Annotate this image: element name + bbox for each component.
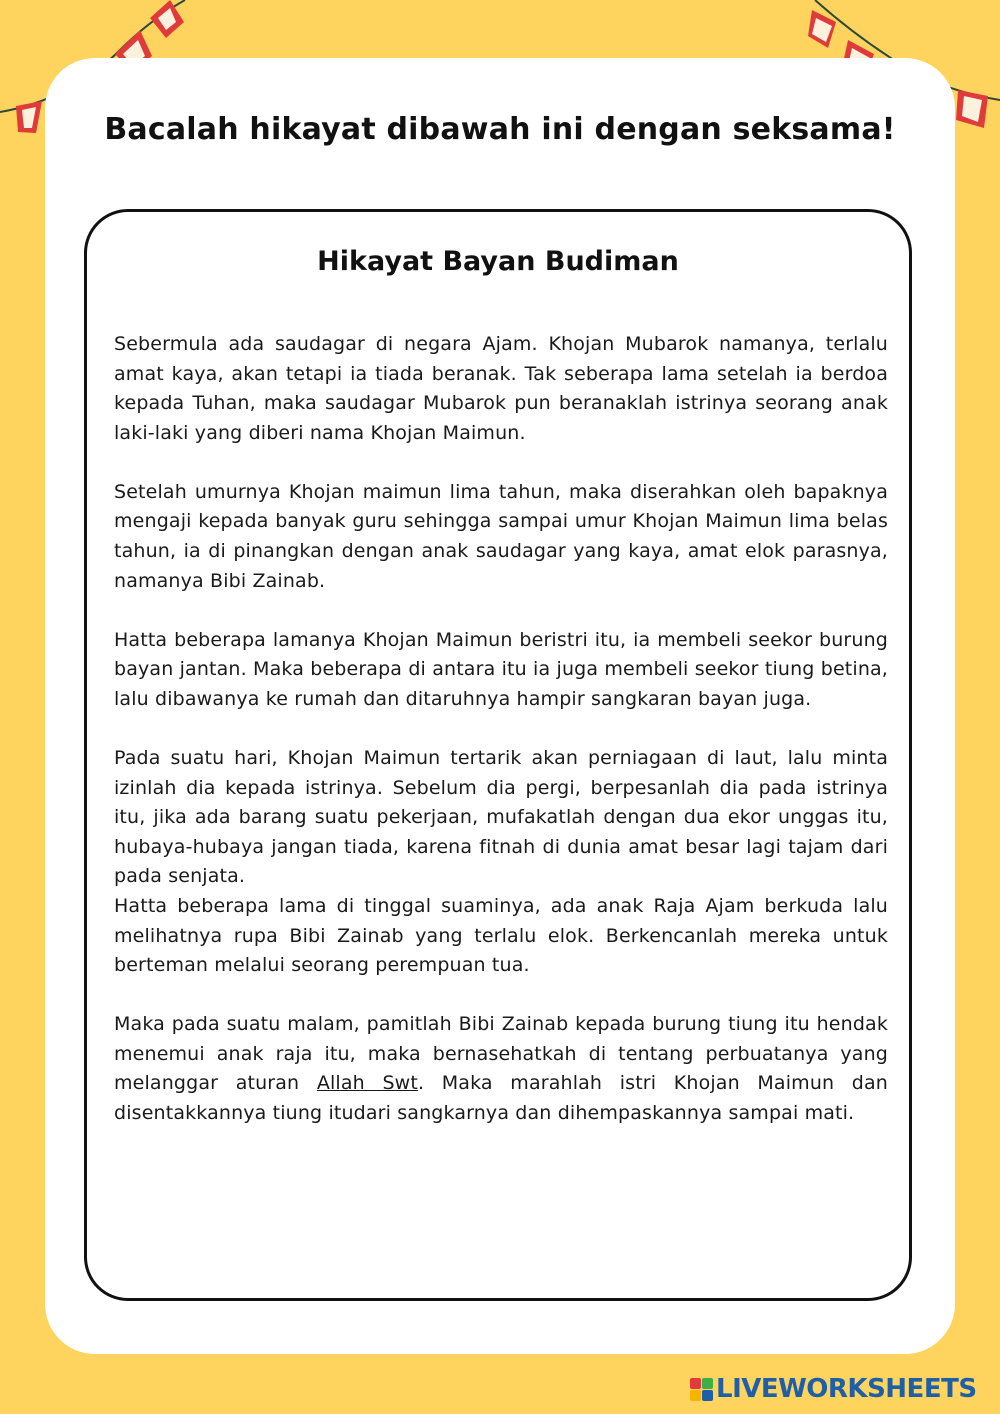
story-paragraph: Hatta beberapa lama di tinggal suaminya, ada anak Raja Ajam berkuda lalu melihatnya rupa Bibi Zainab yang terlalu elok. Berkencanlah mereka untuk berteman melalui seorang perempuan tua. <box>114 895 888 977</box>
flag-icon <box>16 101 42 133</box>
story-paragraph: Hatta beberapa lamanya Khojan Maimun beristri itu, ia membeli seekor burung bayan jantan. Maka beberapa di antara itu ia juga membeli seekor tiung betina, lalu dibawanya ke rumah dan ditaruhnya hampir sangkaran bayan juga. <box>114 628 888 710</box>
story-paragraph: Sebermula ada saudagar di negara Ajam. Khojan Mubarok namanya, terlalu amat kaya, akan tetapi ia tiada beranak. Tak seberapa lama setelah ia berdoa kepada Tuhan, maka saudagar Mubarok pun beranaklah istrinya seorang anak laki-laki yang diberi nama Khojan Maimun. <box>114 333 888 444</box>
logo-text: LIVEWORKSHEETS <box>716 1374 977 1404</box>
story-text: . Maka marahlah istri Khojan Maimun dan disentakkannya tiung itudari sangkarnya dan dihempaskannya sampai mati. <box>114 1072 889 1125</box>
story-paragraph: Pada suatu hari, Khojan Maimun tertarik akan perniagaan di laut, lalu minta izinlah dia kepada istrinya. Sebelum dia pergi, berpesanlah dia pada istrinya itu, jika ada barang suatu pekerjaan, mufakatlah dengan dua ekor unggas itu, hubaya-hubaya jangan tiada, karena fitnah di dunia amat besar lagi tajam dari pada senjata. <box>114 747 888 888</box>
story-title: Hikayat Bayan Budiman <box>317 246 679 277</box>
flag-icon <box>956 90 988 128</box>
logo-mark-icon <box>690 1378 713 1401</box>
story-box <box>84 209 912 1301</box>
page-title: Bacalah hikayat dibawah ini dengan seksama! <box>104 112 896 147</box>
story-paragraph: Setelah umurnya Khojan maimun lima tahun, maka diserahkan oleh bapaknya mengaji kepada banyak guru sehingga sampai umur Khojan Maimun lima belas tahun, ia di pinangkan dengan anak saudagar yang kaya, amat elok parasnya, namanya Bibi Zainab. <box>114 480 888 592</box>
underlined-term: Allah Swt <box>316 1072 418 1095</box>
liveworksheets-logo[interactable] <box>690 1372 977 1406</box>
story-text: Maka pada suatu malam, pamitlah Bibi Zainab kepada burung tiung itu hendak menemui anak raja itu, maka bernasehatkah di tentang perbuatanya yang melanggar aturan <box>114 1013 888 1095</box>
flag-icon <box>150 0 184 38</box>
story-paragraph-last <box>114 1010 888 1128</box>
story-body <box>114 330 888 1158</box>
